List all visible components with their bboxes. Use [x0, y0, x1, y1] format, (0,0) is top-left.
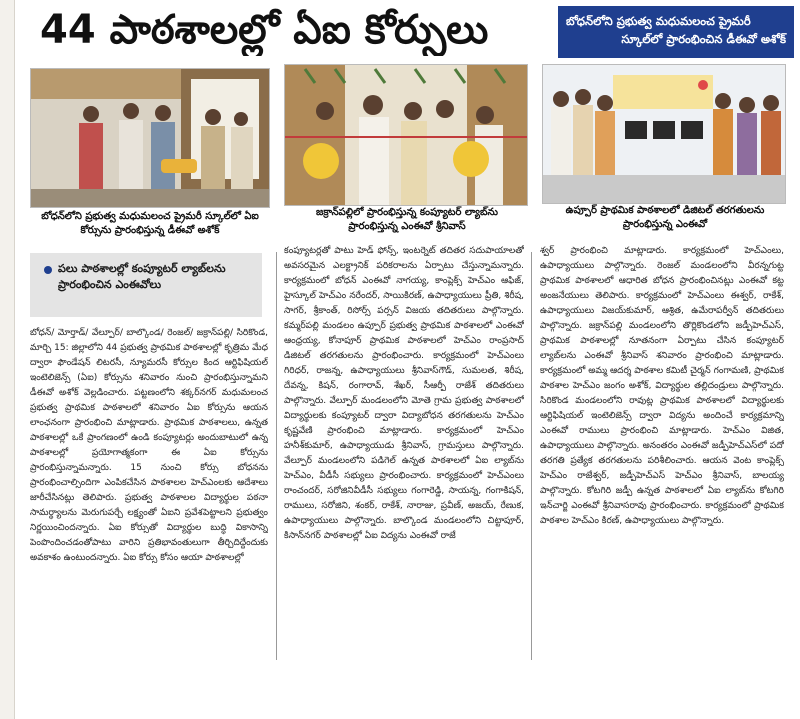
article-column-1: [30, 326, 268, 662]
highlight-text: పలు పాఠశాలల్లో కంప్యూటర్ ల్యాబ్‌లను ప్రారంభించిన ఎంఈవోలు: [58, 262, 226, 291]
photo-jakranpally-illustration: [285, 65, 527, 205]
headline: 44 పాఠశాలల్లో ఏఐ కోర్సులు: [40, 7, 489, 53]
article-column-2: [284, 244, 524, 662]
article-column-3: [540, 244, 784, 662]
caption-photo-1: బోధన్‌లోని ప్రభుత్వ మధుమలంచ ప్రైమరీ స్కూల్‌లో ఏఐ కోర్సును ప్రారంభిస్తున్న డీఈవో అశోక్: [41, 211, 259, 236]
caption-photo-2: జక్రాన్‌పల్లిలో ప్రారంభిస్తున్న కంప్యూటర్ ల్యాబ్‌ను ప్రారంభిస్తున్న ఎంఈవో శ్రీనివాస్: [316, 207, 498, 232]
highlight-box: [30, 253, 262, 317]
photo-uppur-illustration: [543, 65, 785, 203]
page-edge-strip: [0, 0, 15, 719]
photo-bodhan-ai-course: [30, 68, 270, 208]
article-column-2-text: కంప్యూటర్లతో పాటు హెడ్ ఫోన్స్, ఇంటర్నెట్ తదితర సదుపాయాలతో అవసరమైన ఎలక్ట్రానిక్ పరికరాలను ఏర్పాటు చేస్తున్నామన్నారు. కార్యక్రమంలో బోధన్ ఎంఈవో నాగయ్య, కాంప్లెక్స్ హెచ్‌ఎం ఆఫిజ్, హైస్కూల్ హెచ్‌ఎం నరేందర్, సాయికిరణ్, ఉపాధ్యాయులు ప్రీతి, శిరీష, సాగర్, శ్రీకాంత్, రిసోర్స్ పర్సన్ విజయ తదితరులు పాల్గొన్నారు. కమ్మర్‌పల్లి మండలం ఉప్పూర్ ప్రభుత్వ ప్రాథమిక పాఠశాలలో ఎంఈవో ఆంధ్రయ్య, కోనాపూర్ ప్రాథమిక పాఠశాలలో హెచ్‌ఎం రాంప్రసాద్ డిజిటల్ తరగతులను ప్రారంభించారు. కార్యక్రమంలో హెచ్‌ఎంలు గిరిధర్, రాజన్న, ఉపాధ్యాయులు శ్రీనివాస్‌గౌడ్, సుమలత, శిరీష, దేవన్న, కిషన్, రంగారావ్, శేఖర్, సీఆర్పీ రాజేశ్ తదితరులు పాల్గొన్నారు. వేల్పూర్ మండలంలోని మోతె గ్రామ ప్రభుత్వ పాఠశాలలో విద్యార్థులకు కంప్యూటర్ ద్వారా విద్యాబోధన తరగతులను హెచ్‌ఎం కృష్ణవేణి ప్రారంభించి మాట్లాడారు. కార్యక్రమంలో హెచ్‌ఎం హనీశ్‌కుమార్, ఉపాధ్యాయుడు శ్రీనివాస్, గ్రామస్తులు పాల్గొన్నారు. వేల్పూర్ మండలంలోని పడిగెల్ ఉన్నత పాఠశాలలో ఏఐ ల్యాబ్‌ను హెచ్‌ఎం, వీడీసీ సభ్యులు ప్రారంభించారు. కార్యక్రమంలో హెచ్‌ఎంలు రాంచందర్, సరోజినివీడీసీ సభ్యులు గంగారెడ్డి, సాయన్న, గంగాకిషన్, రాములు, సరోజిని, శంకర్, రాకేశ్, నారాజు, ప్రవీణ్, అజయ్, రేణుక, ఉపాధ్యాయులు పాల్గొన్నారు. బాల్కొండ మండలంలోని చిట్టాపూర్, కిసాన్‌నగర్ పాఠశాలల్లో ఏఐ విద్యను ఎంఈవో రాజే: [284, 246, 524, 541]
article-column-1-text: బోధన్/ మోర్తాడ్/ వేల్పూర్/ బాల్కొండ/ రెంజల్/ జక్రాన్‌పల్లి/ సిరికొండ, మార్చి 15: జిల్లాలోని 44 ప్రభుత్వ ప్రాథమిక పాఠశాలల్లో కృత్రిమ మేధ ద్వారా ఫౌండేషన్ లిటరసీ, న్యూమరసీ కోర్సుల కింద ఆర్టిఫిషియల్ ఇంటెలిజెన్స్ (ఏఐ) కోర్సును శనివారం నుంచి ప్రారంభిస్తున్నామని డీఈవో అశోక్ వెల్లడించారు. పట్టణంలోని శక్కర్‌నగర్ మధుమలంచ ప్రభుత్వ ప్రాథమిక పాఠశాలలో శనివారం ఏఐ కోర్సును ఆయన లాంఛనంగా ప్రారంభించి మాట్లాడారు. ప్రాథమిక పాఠశాలలు, ఉన్నత పాఠశాలల్లో ఒకే ప్రాంగణంలో ఉండి కంప్యూటర్లు అందుబాటులో ఉన్న పాఠశాలల్లో ప్రయోగాత్మకంగా ఈ ఏఐ కోర్సును ప్రారంభిస్తున్నామన్నారు. 15 నుంచి కోర్సు బోధనను ప్రారంభించాల్సిందిగా ఎంపికచేసిన పాఠశాలల హెచ్‌ఎంలకు ఆదేశాలు జారీచేసినట్లు తెలిపారు. ప్రభుత్వ పాఠశాలల విద్యార్థుల పఠనా సామర్థ్యాలను మెరుగుపర్చే లక్ష్యంతో ఏఐని ప్రవేశపెట్టాలని ప్రభుత్వం నిర్ణయించిందన్నారు. ఏఐ కోర్సుతో విద్యార్థుల బుద్ధి వికాసాన్ని పెంపొందించడంతోపాటు వారిని ప్రతిభావంతులుగా తీర్చిదిద్దేందుకు అవకాశం ఉంటుందన్నారు. ఏఐ కోర్సు కోసం ఆయా పాఠశాలల్లో: [30, 328, 268, 563]
photo-jakranpally-lab: [284, 64, 528, 206]
column-divider-2: [531, 252, 532, 660]
highlight-bullet-icon: [44, 266, 52, 274]
column-divider-1: [276, 252, 277, 660]
subhead-line-1: బోధన్‌లోని ప్రభుత్వ మధుమలంచ ప్రైమరీ: [566, 14, 751, 28]
caption-photo-3: ఉప్పూర్ ప్రాథమిక పాఠశాలలో డిజిటల్ తరగతులను ప్రారంభిస్తున్న ఎంఈవో: [565, 205, 765, 230]
article-column-3-text: శ్వర్ ప్రారంభించి మాట్లాడారు. కార్యక్రమంలో హెచ్‌ఎంలు, ఉపాధ్యాయులు పాల్గొన్నారు. రెంజల్ మండలంలోని వీరన్నగుట్ట ప్రాథమిక పాఠశాలలో ఆధారిత బోధన ప్రారంభించినట్లు ఎంఈవో కట్ట అంజనేయులు తెలిపారు. కార్యక్రమంలో హెచ్‌ఎంలు ఈశ్వర్, రాకేశ్, ఉపాధ్యాయులు విజయ్‌కుమార్, ఆశ్రిత, ఉమేరాపర్వీన్ తదితరులు పాల్గొన్నారు. జక్రాన్‌పల్లి మండలంలోని తొర్లికొండలోని జడ్పీహెచ్‌ఎస్, ప్రాథమిక పాఠశాలల్లో నూతనంగా ఏర్పాటు చేసిన కంప్యూటర్ ల్యాబ్‌లను ఎంఈవో శ్రీనివాస్ శనివారం ప్రారంభించి మాట్లాడారు. కార్యక్రమంలో అమ్మ ఆదర్శ పాఠశాల కమిటీ చైర్మన్ గంగామణి, ప్రాథమిక పాఠశాల హెచ్‌ఎం జంగం అశోక్, విద్యార్థుల తల్లిదండ్రులు పాల్గొన్నారు. సిరికొండ మండలంలోని రావుట్ల ప్రాథమిక పాఠశాలలో విద్యార్థులకు ఆర్టిఫిషియల్ ఇంటెలిజెన్స్ ద్వారా విద్యను అందించే కార్యక్రమాన్ని ఎంఈవో రాములు ప్రారంభించి మాట్లాడారు. హెచ్‌ఎం విజిత, ఉపాధ్యాయులు పాల్గొన్నారు. అనంతరం ఎంఈవో జడ్పీహెచ్‌ఎస్‌లో పదో తరగతి ప్రత్యేక తరగతులను పరిశీలించారు. ఆయన వెంట కాంప్లెక్స్ హెచ్‌ఎం రాజేశ్వర్, జడ్పీహెచ్‌ఎస్ హెచ్‌ఎం శ్రీనివాస్, బాలయ్య పాల్గొన్నారు. కోటగిరి జడ్పీ ఉన్నత పాఠశాలలో ఏఐ ల్యాబ్‌ను కోటగిరి ఇన్‌చార్జి ఎంఈవో శ్రీనివాసరావు ప్రారంభించారు. కార్యక్రమంలో ప్రాథమిక పాఠశాల హెచ్‌ఎం కిరణ్, ఉపాధ్యాయులు పాల్గొన్నారు.: [540, 246, 784, 526]
photo-bodhan-illustration: [31, 69, 269, 207]
photo-uppur-digital-class: [542, 64, 786, 204]
subhead-box: [558, 6, 794, 58]
subhead-line-2: స్కూల్‌లో ప్రారంభించిన డీఈవో అశోక్: [621, 32, 786, 46]
